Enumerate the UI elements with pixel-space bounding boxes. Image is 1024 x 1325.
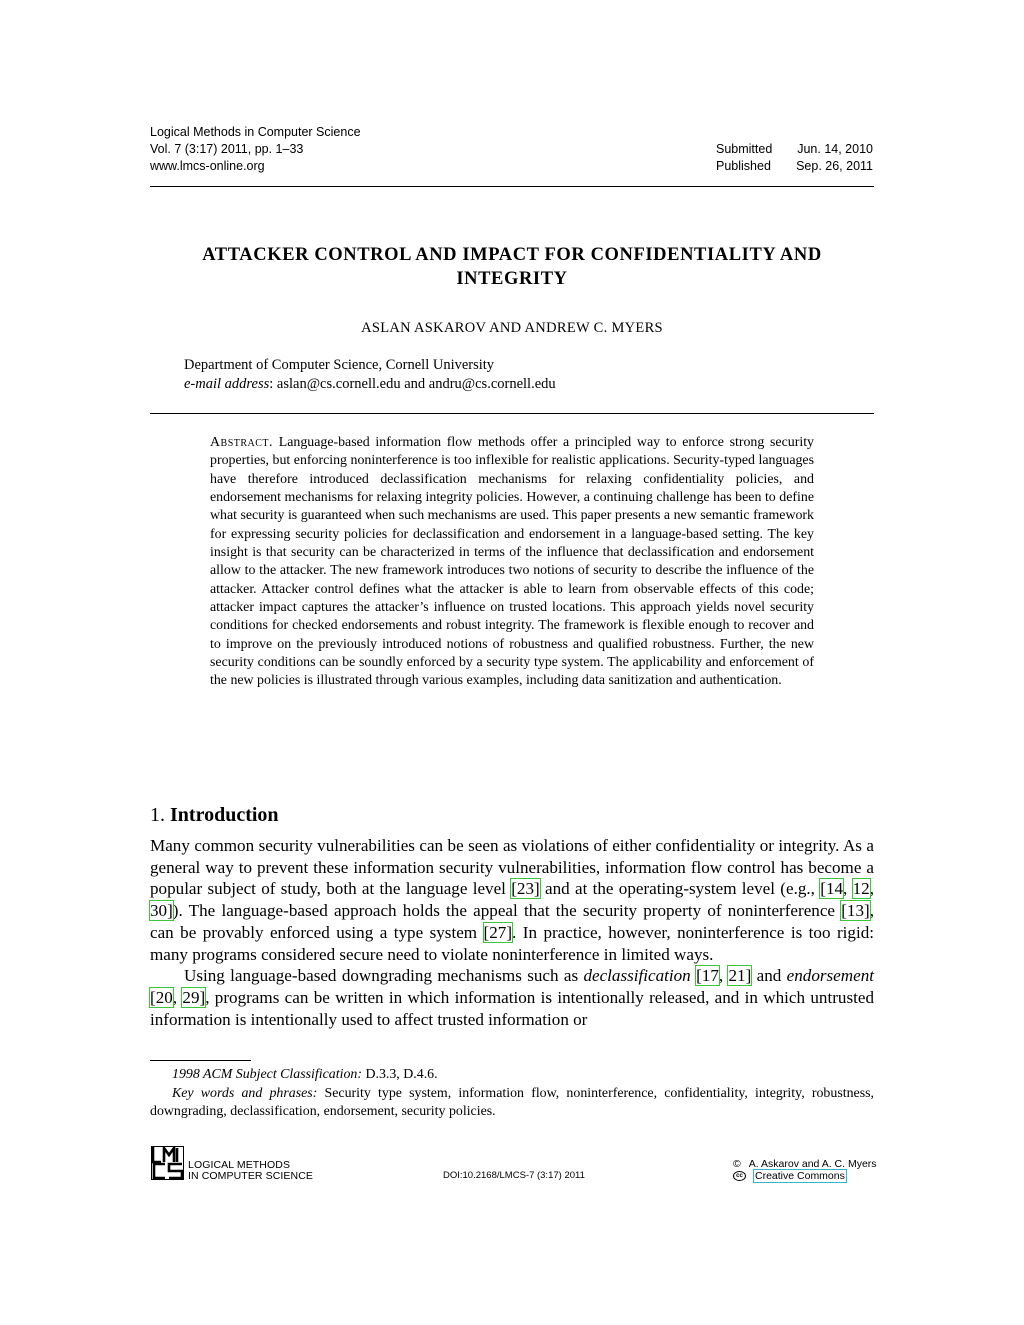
citation-link[interactable]: [17 bbox=[696, 966, 719, 986]
license-line bbox=[733, 1170, 877, 1182]
paper-title bbox=[150, 243, 874, 291]
copyright-line bbox=[733, 1158, 877, 1170]
emphasis: declassification bbox=[583, 966, 691, 986]
abstract bbox=[210, 434, 814, 691]
published-date: Sep. 26, 2011 bbox=[796, 159, 873, 173]
footnotes bbox=[150, 1066, 874, 1122]
affiliation-block bbox=[184, 356, 556, 393]
paper-authors: ASLAN ASKAROV AND ANDREW C. MYERS bbox=[361, 320, 663, 336]
submitted-date: Jun. 14, 2010 bbox=[797, 142, 873, 156]
title-line-2: INTEGRITY bbox=[456, 269, 568, 289]
header-rule bbox=[150, 186, 874, 187]
text-span: and at the operating-system level (e.g., bbox=[539, 879, 821, 899]
creative-commons-icon: cc bbox=[733, 1171, 746, 1181]
acm-classification bbox=[150, 1066, 874, 1085]
text-span: , programs can be written in which information is intentionally released, and in which untrusted information is intentionally used to affect trusted information or bbox=[150, 987, 874, 1029]
journal-volume: Vol. 7 (3:17) 2011, pp. 1–33 bbox=[150, 142, 304, 156]
text-span: , bbox=[718, 966, 729, 986]
section-title: Introduction bbox=[170, 804, 279, 826]
published-row bbox=[716, 158, 873, 175]
paragraph-1 bbox=[150, 835, 874, 965]
citation-link[interactable]: 29] bbox=[182, 987, 206, 1007]
copyright-icon: © bbox=[733, 1158, 741, 1170]
email-value: : aslan@cs.cornell.edu and andru@cs.cornell.edu bbox=[269, 375, 556, 392]
text-span: , bbox=[843, 879, 853, 899]
section-heading bbox=[150, 804, 279, 827]
citation-link[interactable]: 12 bbox=[852, 879, 870, 899]
publication-dates bbox=[716, 141, 873, 175]
keywords bbox=[150, 1085, 874, 1122]
emphasis: endorsement bbox=[786, 966, 874, 986]
lmcs-logo-icon bbox=[151, 1146, 184, 1180]
email-line bbox=[184, 375, 556, 394]
published-label: Published bbox=[716, 159, 771, 173]
text-span: Using language-based downgrading mechanisms such as bbox=[184, 966, 584, 986]
paragraph-2 bbox=[150, 965, 874, 1030]
citation-link[interactable]: [23] bbox=[511, 879, 540, 899]
keywords-value: Security type system, information flow, noninterference, confidentiality, integrity, robustness, downgrading, declassification, endorsement, security policies. bbox=[150, 1085, 874, 1119]
text-span: , bbox=[172, 987, 183, 1007]
logo-line-2: IN COMPUTER SCIENCE bbox=[188, 1170, 313, 1182]
section-number: 1. bbox=[150, 804, 165, 826]
creative-commons-link[interactable]: Creative Commons bbox=[755, 1170, 845, 1182]
abstract-text: Language-based information flow methods offer a principled way to enforce strong security properties, but enforcing noninterference is too inflexible for realistic applications. Security-typed languages have therefore introduced declassification mechanisms for relaxing confidentiality policies, and endorsement mechanisms for relaxing integrity policies. However, a continuing challenge has been to define what security is guaranteed when such mechanisms are used. This paper presents a new semantic framework for expressing security policies for declassification and endorsement in a language-based setting. The key insight is that security can be characterized in terms of the influence that declassification and endorsement allow to the attacker. The new framework introduces two notions of security to describe the influence of the attacker. Attacker control defines what the attacker is able to learn from observable effects of this code; attacker impact captures the attacker’s influence on trusted locations. This approach yields novel security conditions for checked endorsements and robust integrity. The framework is flexible enough to recover and to improve on the previously introduced notions of robustness and qualified robustness. Further, the new security conditions can be soundly enforced by a security type system. The applicability and enforcement of the new policies is illustrated through various examples, including data sanitization and authentication. bbox=[210, 435, 814, 689]
abstract-label: Abstract. bbox=[210, 435, 274, 450]
journal-website: www.lmcs-online.org bbox=[150, 159, 265, 173]
text-span: and bbox=[751, 966, 787, 986]
affiliation: Department of Computer Science, Cornell University bbox=[184, 357, 495, 373]
citation-link[interactable]: [13] bbox=[841, 901, 870, 921]
text-span: , bbox=[869, 879, 874, 899]
submitted-label: Submitted bbox=[716, 142, 773, 156]
text-span: ). The language-based approach holds the appeal that the security property of noninterference bbox=[172, 901, 842, 921]
footer-logo-text bbox=[188, 1160, 313, 1182]
citation-link[interactable]: 21] bbox=[728, 966, 752, 986]
keywords-label: Key words and phrases: bbox=[172, 1085, 318, 1101]
email-label: e-mail address bbox=[184, 375, 270, 392]
journal-header bbox=[150, 124, 361, 175]
submitted-row bbox=[716, 141, 873, 158]
journal-name: Logical Methods in Computer Science bbox=[150, 125, 361, 139]
citation-link[interactable]: [20 bbox=[150, 987, 173, 1007]
title-line-1: ATTACKER CONTROL AND IMPACT FOR CONFIDENTIALITY AND bbox=[202, 245, 822, 265]
title-rule bbox=[150, 413, 874, 414]
citation-link[interactable]: [14 bbox=[820, 879, 844, 899]
body-text bbox=[150, 835, 874, 1030]
citation-link[interactable]: [27] bbox=[483, 922, 513, 942]
footnote-rule bbox=[150, 1060, 251, 1061]
text-span: Many common security vulnerabilities can be seen as violations of either confidentiality or integrity. As a general way to prevent these information security vulnerabilities, information flow control has become a popular subject of study, both at the language level bbox=[150, 836, 874, 899]
copyright-holders: A. Askarov and A. C. Myers bbox=[748, 1158, 877, 1170]
text-span: . In practice, however, noninterference is too rigid: many programs considered secure need to violate noninterference in limited ways. bbox=[150, 922, 875, 964]
doi: DOI:10.2168/LMCS-7 (3:17) 2011 bbox=[443, 1170, 585, 1181]
copyright-block bbox=[733, 1158, 877, 1182]
acm-label: 1998 ACM Subject Classification: bbox=[172, 1067, 362, 1082]
text-span: , can be provably enforced using a type system bbox=[150, 901, 874, 942]
citation-link[interactable]: 30] bbox=[150, 901, 173, 921]
logo-line-1: LOGICAL METHODS bbox=[188, 1159, 291, 1171]
acm-value: D.3.3, D.4.6. bbox=[361, 1067, 438, 1082]
